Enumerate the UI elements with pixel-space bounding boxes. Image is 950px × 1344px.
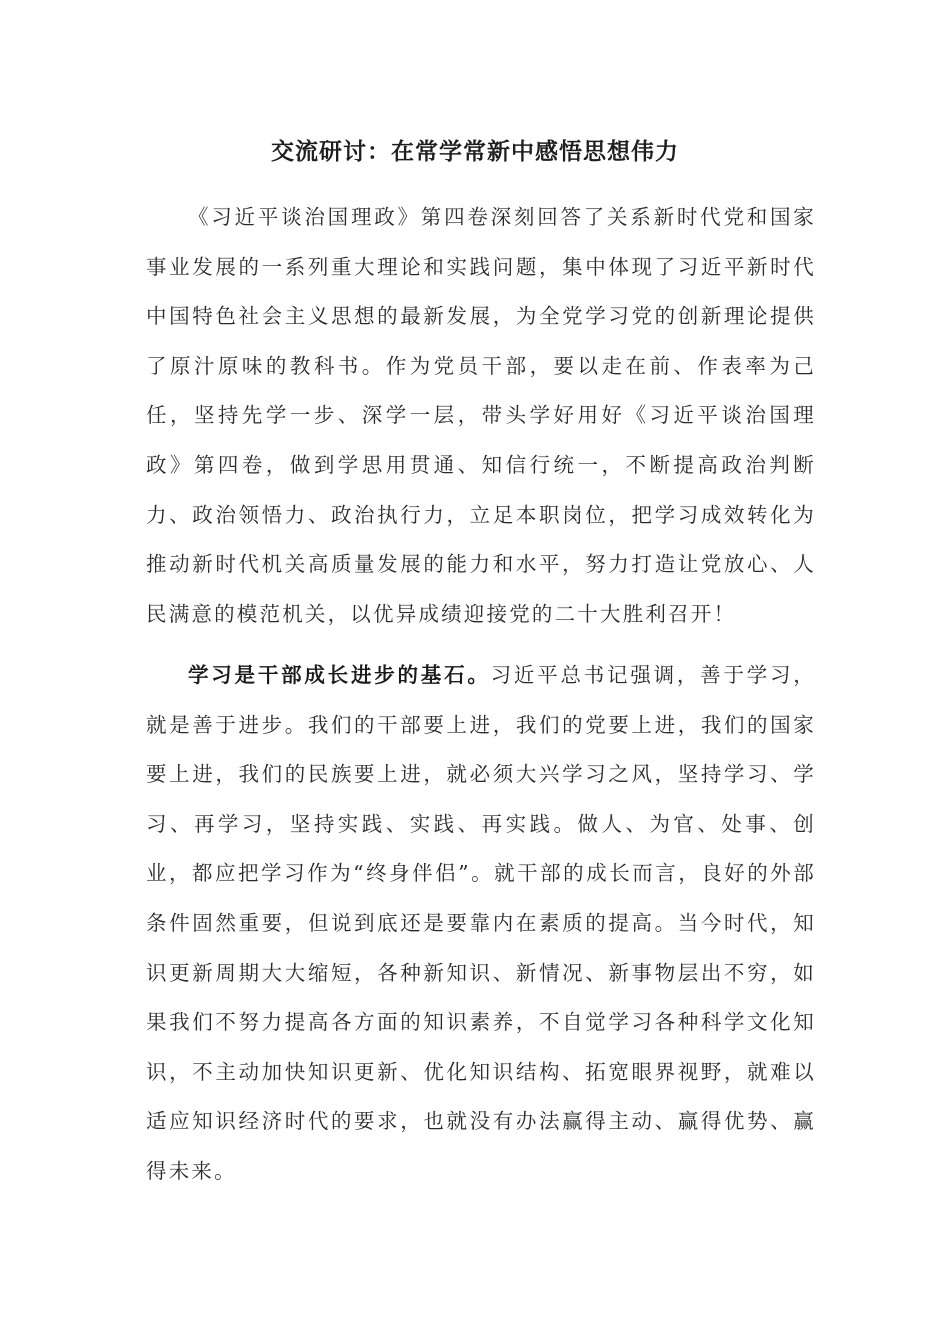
paragraph-text: 《习近平谈治国理政》第四卷深刻回答了关系新时代党和国家事业发展的一系列重大理论和实践问题，集中体现了习近平新时代中国特色社会主义思想的最新发展，为全党学习党的创新理论提供了原汁原味的教科书。作为党员干部，要以走在前、作表率为己任，坚持先学一步、深学一层，带头学好用好《习近平谈治国理政》第四卷，做到学思用贯通、知信行统一，不断提高政治判断力、政治领悟力、政治执行力，立足本职岗位，把学习成效转化为推动新时代机关高质量发展的能力和水平，努力打造让党放心、人民满意的模范机关，以优异成绩迎接党的二十大胜利召开！ xyxy=(146,205,816,626)
body-paragraph xyxy=(146,651,816,1197)
paragraph-lead-sentence: 学习是干部成长进步的基石。 xyxy=(188,663,491,687)
body-paragraph xyxy=(146,193,816,639)
document-title: 交流研讨：在常学常新中感悟思想伟力 xyxy=(271,138,679,165)
paragraph-text: 习近平总书记强调，善于学习，就是善于进步。我们的干部要上进，我们的党要上进，我们的国家要上进，我们的民族要上进，就必须大兴学习之风，坚持学习、学习、再学习，坚持实践、实践、再实践。做人、为官、处事、创业，都应把学习作为“终身伴侣”。就干部的成长而言，良好的外部条件固然重要，但说到底还是要靠内在素质的提高。当今时代，知识更新周期大大缩短，各种新知识、新情况、新事物层出不穷，如果我们不努力提高各方面的知识素养，不自觉学习各种科学文化知识，不主动加快知识更新、优化知识结构、拓宽眼界视野，就难以适应知识经济时代的要求，也就没有办法赢得主动、赢得优势、赢得未来。 xyxy=(146,663,816,1183)
